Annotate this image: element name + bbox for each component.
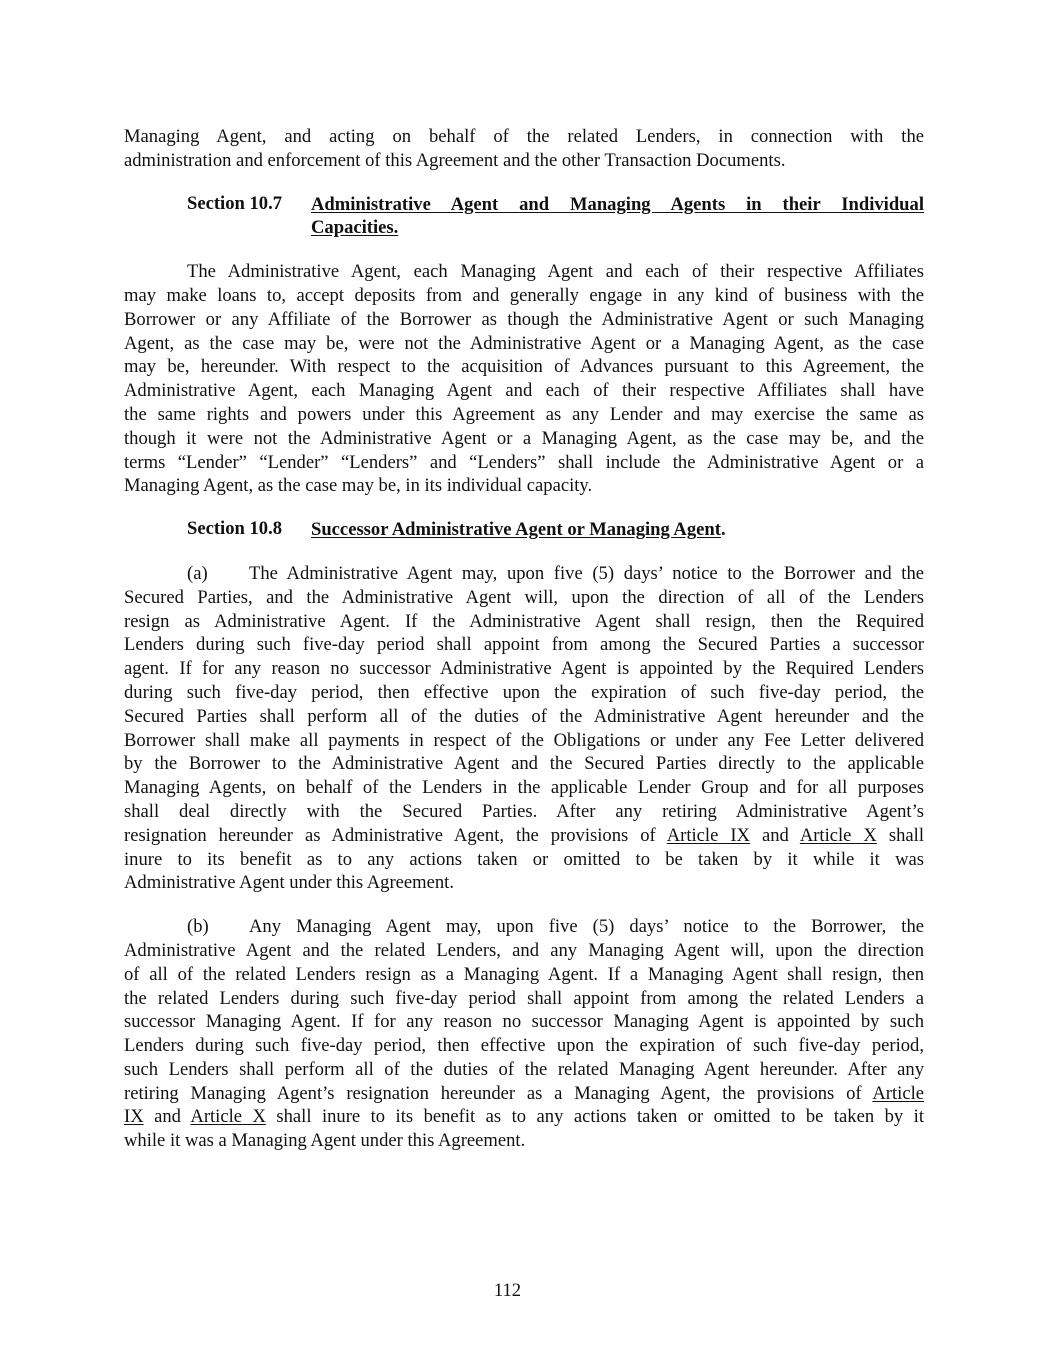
text-line	[124, 824, 924, 848]
text-line: inure to its benefit as to any actions taken or omitted to be taken by it while it was	[124, 848, 924, 870]
text-line: of all of the related Lenders resign as a Managing Agent. If a Managing Agent shall resign, then	[124, 963, 924, 985]
text-line: Lenders during such five-day period, then effective upon the expiration of such five-day period,	[124, 1035, 924, 1057]
text-line: by the Borrower to the Administrative Agent and the Secured Parties directly to the applicable	[124, 753, 924, 775]
text-line: during such five-day period, then effective upon the expiration of such five-day period, the	[124, 681, 924, 703]
section-10-8-heading	[124, 518, 924, 542]
text-segment: shall inure to its benefit as to any actions taken or omitted to be taken by it	[276, 1106, 924, 1128]
text-line: Secured Parties, and the Administrative Agent will, upon the direction of all of the Lenders	[124, 586, 924, 608]
text-line: Secured Parties shall perform all of the duties of the Administrative Agent hereunder and the	[124, 705, 924, 727]
text-line: Borrower or any Affiliate of the Borrower as though the Administrative Agent or such Managing	[124, 308, 924, 330]
section-10-7-paragraph	[124, 260, 924, 498]
text-line: successor Managing Agent. If for any reason no successor Managing Agent is appointed by such	[124, 1011, 924, 1033]
text-line: Borrower shall make all payments in respect of the Obligations or under any Fee Letter delivered	[124, 729, 924, 751]
text-line: the related Lenders during such five-day period shall appoint from among the related Lenders a	[124, 987, 924, 1009]
text-line: while it was a Managing Agent under this Agreement.	[124, 1130, 526, 1152]
text-line: Managing Agent, as the case may be, in its individual capacity.	[124, 475, 593, 497]
section-title: Successor Administrative Agent or Managing Agent	[311, 519, 721, 541]
article-x-link[interactable]: Article X	[190, 1106, 266, 1128]
document-page	[124, 125, 924, 1153]
paragraph-label: (a)	[187, 562, 208, 584]
text-segment: retiring Managing Agent’s resignation hereunder as a Managing Agent, the provisions of	[124, 1082, 862, 1104]
section-number: Section 10.8	[187, 518, 283, 540]
text-line: such Lenders shall perform all of the duties of the related Managing Agent hereunder. After any	[124, 1058, 924, 1080]
text-line: Any Managing Agent may, upon five (5) days’ notice to the Borrower, the	[249, 916, 924, 938]
text-line: The Administrative Agent, each Managing Agent and each of their respective Affiliates	[187, 261, 924, 283]
article-x-link[interactable]: Article X	[799, 824, 877, 846]
text-line: Administrative Agent, each Managing Agent and each of their respective Affiliates shall have	[124, 380, 924, 402]
section-title: Administrative Agent and Managing Agents in their Individual	[311, 193, 924, 215]
text-line: may be, hereunder. With respect to the acquisition of Advances pursuant to this Agreement, the	[124, 356, 924, 378]
text-line: shall deal directly with the Secured Parties. After any retiring Administrative Agent’s	[124, 800, 924, 822]
section-title-period: .	[720, 519, 726, 541]
text-line: The Administrative Agent may, upon five (5) days’ notice to the Borrower and the	[249, 562, 924, 584]
text-segment: resignation hereunder as Administrative Agent, the provisions of	[124, 824, 656, 846]
paragraph-label: (b)	[187, 916, 209, 938]
article-ix-link[interactable]: Article	[872, 1082, 924, 1104]
text-line: though it were not the Administrative Agent or a Managing Agent, as the case may be, and the	[124, 427, 924, 449]
article-ix-link[interactable]: Article IX	[666, 824, 750, 846]
intro-paragraph	[124, 125, 924, 173]
text-line: Agent, as the case may be, were not the Administrative Agent or a Managing Agent, as the case	[124, 332, 924, 354]
text-segment: and	[154, 1106, 181, 1128]
text-line: agent. If for any reason no successor Administrative Agent is appointed by the Required Lenders	[124, 658, 924, 680]
text-segment: shall	[888, 824, 925, 846]
text-line	[124, 1105, 924, 1129]
text-line: Managing Agents, on behalf of the Lenders in the applicable Lender Group and for all purposes	[124, 777, 924, 799]
section-10-8-paragraph-b	[124, 915, 924, 1153]
section-title-continued: Capacities.	[311, 217, 399, 239]
text-line: may make loans to, accept deposits from and generally engage in any kind of business with the	[124, 284, 924, 306]
page-number: 112	[493, 1280, 522, 1301]
text-line: Administrative Agent under this Agreement.	[124, 872, 454, 894]
text-line: Lenders during such five-day period shall appoint from among the Secured Parties a successor	[124, 634, 924, 656]
article-ix-link[interactable]: IX	[124, 1106, 144, 1128]
text-line: the same rights and powers under this Agreement as any Lender and may exercise the same as	[124, 403, 924, 425]
text-segment: and	[761, 824, 789, 846]
section-10-8-paragraph-a	[124, 562, 924, 895]
text-line: Administrative Agent and the related Lenders, and any Managing Agent will, upon the direction	[124, 939, 924, 961]
text-line: Managing Agent, and acting on behalf of the related Lenders, in connection with the	[124, 126, 924, 147]
text-line	[124, 1082, 924, 1106]
section-10-7-heading	[124, 193, 924, 241]
section-number: Section 10.7	[187, 192, 283, 214]
text-line: terms “Lender” “Lender” “Lenders” and “Lenders” shall include the Administrative Agent or a	[124, 451, 924, 473]
text-line: resign as Administrative Agent. If the Administrative Agent shall resign, then the Required	[124, 610, 924, 632]
text-line: administration and enforcement of this Agreement and the other Transaction Documents.	[124, 149, 786, 171]
